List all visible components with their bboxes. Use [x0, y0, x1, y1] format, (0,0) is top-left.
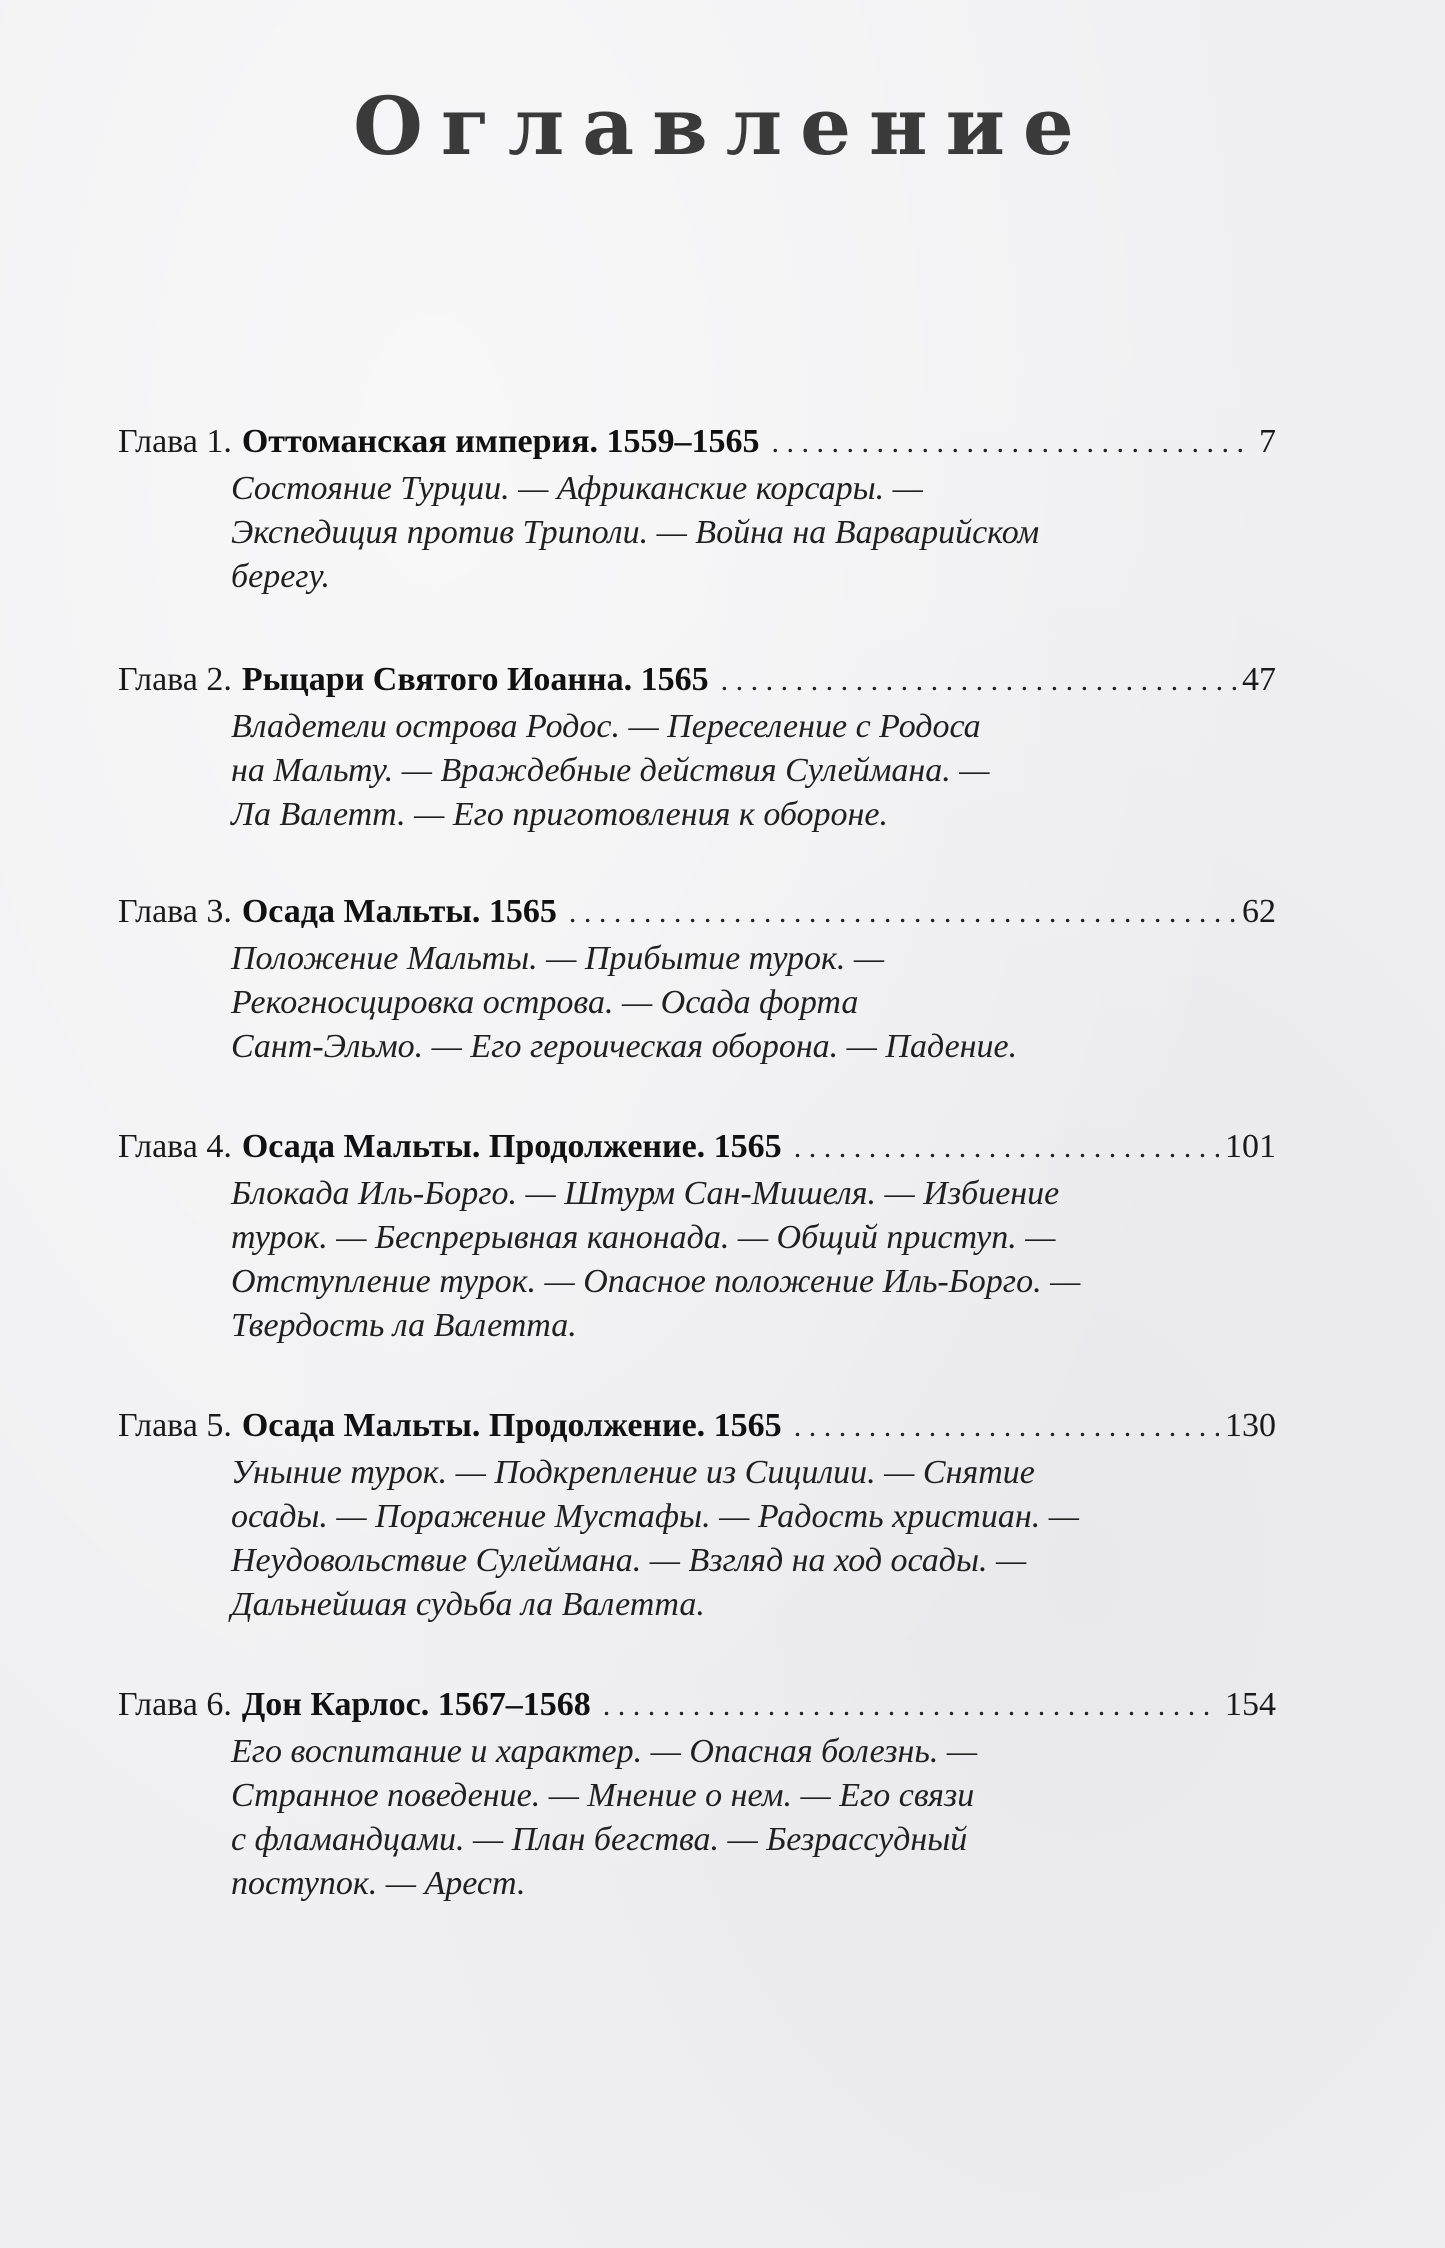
- chapter-title: Осада Мальты. Продолжение. 1565: [241, 1407, 782, 1444]
- toc-entry-heading: [118, 1125, 1276, 1170]
- chapter-label: Глава 2.: [118, 661, 232, 698]
- chapter-title: Осада Мальты. Продолжение. 1565: [241, 1128, 782, 1165]
- chapter-summary: [231, 467, 1276, 599]
- summary-line: турок. — Беспрерывная канонада. — Общий приступ. —: [231, 1219, 1056, 1256]
- summary-line: Владетели острова Родос. — Переселение с Родоса: [231, 708, 981, 745]
- dot-leader: [794, 1405, 1219, 1449]
- chapter-summary: [231, 1451, 1276, 1627]
- summary-line: Экспедиция против Триполи. — Война на Варварийском: [231, 514, 1040, 551]
- toc-entry-heading: [118, 890, 1276, 935]
- chapter-label: Глава 6.: [118, 1686, 232, 1723]
- toc-entry: [118, 1125, 1276, 1348]
- chapter-summary: [231, 1730, 1276, 1906]
- toc-entry-heading: [118, 658, 1276, 703]
- dot-leader: [772, 421, 1253, 465]
- toc-entry-heading: [118, 1404, 1276, 1449]
- toc-entry: [118, 420, 1276, 599]
- dot-leader: [569, 891, 1236, 935]
- page-number: 7: [1259, 423, 1276, 460]
- summary-line: Отступление турок. — Опасное положение Иль-Борго. —: [231, 1263, 1081, 1300]
- dot-leader: [721, 659, 1236, 703]
- toc-entry: [118, 658, 1276, 837]
- summary-line: на Мальту. — Враждебные действия Сулеймана. —: [231, 752, 990, 789]
- page-number: 62: [1242, 893, 1276, 930]
- summary-line: осады. — Поражение Мустафы. — Радость христиан. —: [231, 1498, 1079, 1535]
- toc-entry: [118, 1683, 1276, 1906]
- chapter-title: Оттоманская империя. 1559–1565: [241, 423, 760, 460]
- summary-line: Странное поведение. — Мнение о нем. — Его связи: [231, 1777, 975, 1814]
- summary-line: Дальнейшая судьба ла Валетта.: [231, 1586, 705, 1623]
- summary-line: Твердость ла Валетта.: [231, 1307, 577, 1344]
- toc-entry-heading: [118, 1683, 1276, 1728]
- page-number: 130: [1225, 1407, 1276, 1444]
- summary-line: Его воспитание и характер. — Опасная болезнь. —: [231, 1733, 978, 1770]
- summary-line: Положение Мальты. — Прибытие турок. —: [231, 940, 885, 977]
- page-number: 154: [1225, 1686, 1276, 1723]
- chapter-label: Глава 3.: [118, 893, 232, 930]
- chapter-title: Рыцари Святого Иоанна. 1565: [241, 661, 709, 698]
- summary-line: Неудовольствие Сулеймана. — Взгляд на ход осады. —: [231, 1542, 1027, 1579]
- chapter-label: Глава 5.: [118, 1407, 232, 1444]
- summary-line: Состояние Турции. — Африканские корсары. —: [231, 470, 923, 507]
- summary-line: Сант-Эльмо. — Его героическая оборона. — Падение.: [231, 1028, 1018, 1065]
- summary-line: Ла Валетт. — Его приготовления к обороне.: [231, 796, 888, 833]
- summary-line: Блокада Иль-Борго. — Штурм Сан-Мишеля. — Избиение: [231, 1175, 1060, 1212]
- chapter-summary: [231, 937, 1276, 1069]
- chapter-label: Глава 1.: [118, 423, 232, 460]
- chapter-label: Глава 4.: [118, 1128, 232, 1165]
- dot-leader: [794, 1126, 1219, 1170]
- toc-entry-heading: [118, 420, 1276, 465]
- chapter-title: Дон Карлос. 1567–1568: [241, 1686, 591, 1723]
- summary-line: поступок. — Арест.: [231, 1865, 526, 1902]
- summary-line: Уныние турок. — Подкрепление из Сицилии. — Снятие: [231, 1454, 1035, 1491]
- page-number: 101: [1225, 1128, 1276, 1165]
- chapter-title: Осада Мальты. 1565: [241, 893, 557, 930]
- summary-line: Рекогносцировка острова. — Осада форта: [231, 984, 859, 1021]
- dot-leader: [603, 1684, 1219, 1728]
- chapter-summary: [231, 1172, 1276, 1348]
- summary-line: берегу.: [231, 558, 330, 595]
- toc-entry: [118, 890, 1276, 1069]
- page-title: Оглавление: [353, 79, 1092, 173]
- chapter-summary: [231, 705, 1276, 837]
- summary-line: с фламандцами. — План бегства. — Безрассудный: [231, 1821, 968, 1858]
- toc-entry: [118, 1404, 1276, 1627]
- page-number: 47: [1242, 661, 1276, 698]
